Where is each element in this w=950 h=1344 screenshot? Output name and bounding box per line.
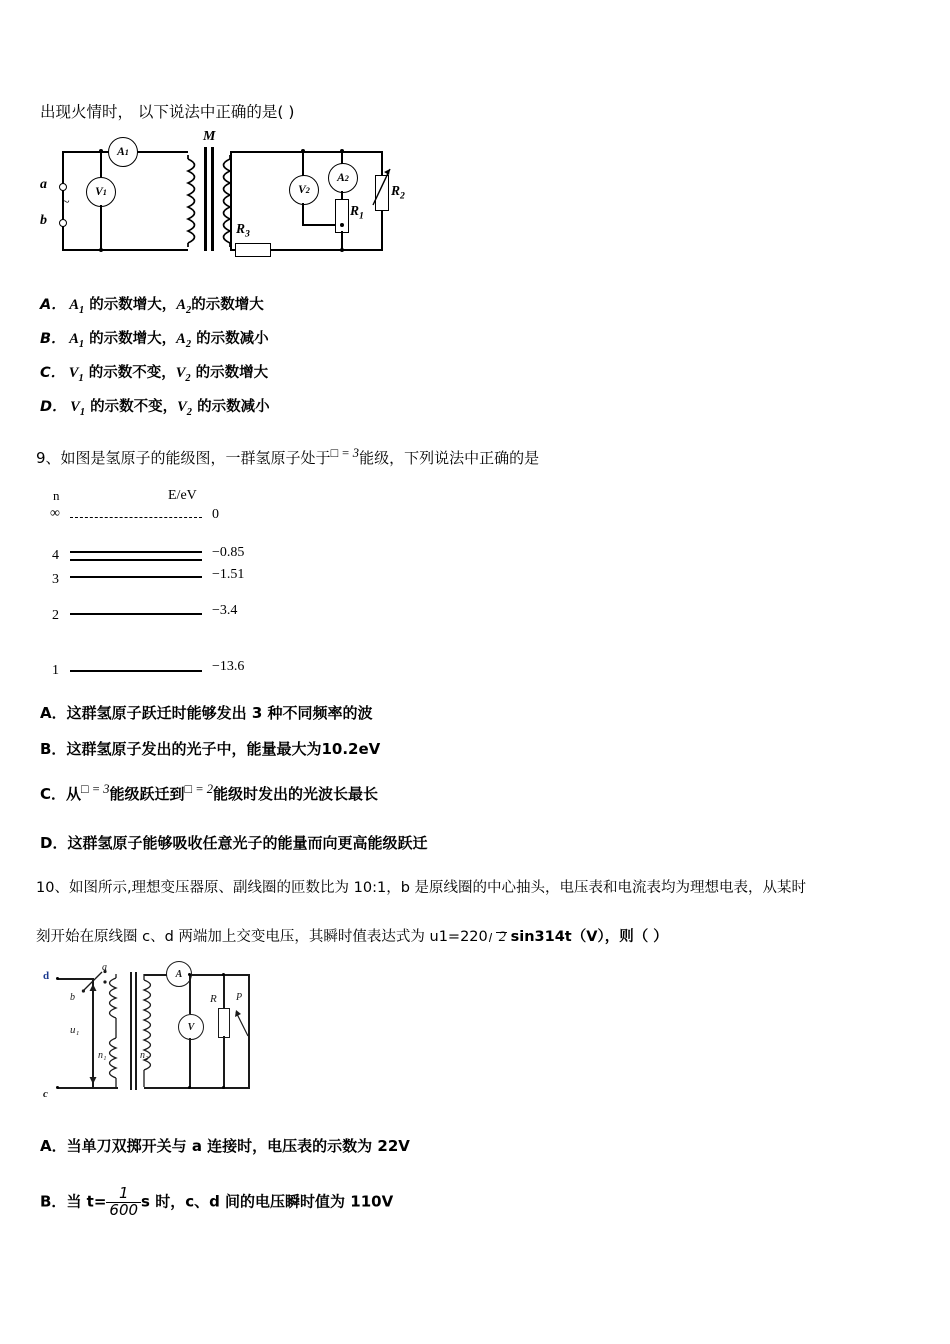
- wire: [302, 203, 304, 225]
- resistor-r3: [235, 243, 271, 257]
- terminal-a: [59, 183, 67, 191]
- secondary-winding: [138, 972, 162, 1092]
- voltmeter-v2-sub: 2: [305, 185, 310, 195]
- q8-option-a: A． $A_1$ 的示数增大，$A_2$的示数增大: [40, 297, 264, 316]
- q9-stem: 9、如图是氢原子的能级图，一群氢原子处于$^{□ = 3}$能级，下列说法中正确的是: [36, 446, 540, 467]
- wire: [100, 205, 102, 250]
- option-key: B．: [40, 1192, 67, 1211]
- level-energy-2: −3.4: [212, 603, 238, 618]
- resistor-r2-label: $R_2$: [391, 183, 405, 202]
- option-key: D．: [40, 399, 67, 415]
- slider-p-label: P: [236, 992, 243, 1003]
- junction-node: [340, 149, 344, 153]
- ac-source-symbol: ~: [62, 195, 70, 210]
- secondary-coil: [216, 155, 238, 247]
- q8-option-c: C． $V_1$ 的示数不变，$V_2$ 的示数增大: [40, 365, 269, 384]
- terminal-a-label: a: [40, 177, 47, 192]
- level-line-2: [70, 613, 202, 615]
- sqrt-2: 2: [488, 929, 506, 946]
- wire: [341, 191, 343, 199]
- level-label-4: 4: [52, 548, 59, 563]
- label-n2: n₂: [140, 1050, 149, 1061]
- junction-node: [188, 973, 191, 976]
- voltmeter-v1-sub: 1: [102, 187, 107, 197]
- wire: [223, 1036, 225, 1088]
- fraction-1-over-600: $\frac{1}{600}$: [106, 1186, 141, 1219]
- voltmeter-v1: [86, 177, 116, 207]
- level-label-2: 2: [52, 608, 59, 623]
- junction-node: [99, 248, 103, 252]
- level-line-inf: [70, 517, 202, 518]
- level-energy-3: −1.51: [212, 567, 245, 582]
- resistor-r1-label: $R_1$: [350, 203, 364, 222]
- voltmeter-v1-label: V: [95, 186, 103, 198]
- level-line-4b: [70, 559, 202, 561]
- ammeter-a-label: A: [175, 968, 183, 980]
- option-key: C．: [40, 365, 66, 381]
- q9-option-b: B．这群氢原子发出的光子中，能量最大为10.2eV: [40, 740, 381, 758]
- level-label-3: 3: [52, 572, 59, 587]
- level-energy-1: −13.6: [212, 659, 245, 674]
- resistor-r1: [335, 199, 349, 233]
- level-label-1: 1: [52, 663, 59, 678]
- q9-option-a: A．这群氢原子跃迁时能够发出 3 种不同频率的波: [40, 704, 373, 722]
- ammeter-a2-sub: 2: [344, 173, 349, 183]
- wire: [302, 151, 304, 176]
- wire: [230, 151, 232, 251]
- primary-winding: [100, 972, 128, 1092]
- q9-energy-level-figure: [40, 488, 290, 688]
- transformer-core: [130, 972, 132, 1090]
- level-line-1: [70, 670, 202, 672]
- junction-node: [222, 973, 225, 976]
- voltmeter-v: [178, 1014, 204, 1040]
- option-key: D．: [40, 834, 68, 852]
- q10-option-b: B．当 t= $\frac{1}{600}$ s 时，c、d 间的电压瞬时值为 110V: [40, 1184, 394, 1219]
- q9-option-d: D．这群氢原子能够吸收任意光子的能量而向更高能级跃迁: [40, 834, 428, 852]
- wire: [144, 974, 250, 976]
- q8-option-b: B． $A_1$ 的示数增大，$A_2$ 的示数减小: [40, 331, 269, 350]
- wire: [144, 1087, 250, 1089]
- label-n1: n₁: [98, 1050, 107, 1061]
- core-label-m: M: [203, 129, 216, 144]
- label-u1: u₁: [70, 1024, 80, 1036]
- q8-stem: 出现火情时， 以下说法中正确的是( ): [40, 103, 295, 121]
- voltmeter-v-label: V: [187, 1021, 195, 1033]
- wire: [223, 974, 225, 1008]
- q10-stem-line1: 10、如图所示,理想变压器原、副线圈的匝数比为 10:1，b 是原线圈的中心抽头，电压表和电流表均为理想电表，从某时: [36, 880, 807, 896]
- junction-node: [340, 223, 344, 227]
- ammeter-a1-sub: 1: [124, 147, 129, 157]
- junction-node: [188, 1086, 191, 1089]
- slider-p-arrow-icon[interactable]: [232, 1002, 254, 1042]
- level-label-inf: ∞: [50, 506, 60, 521]
- wire: [189, 1038, 191, 1088]
- wire: [62, 249, 188, 251]
- tap-b-label: b: [70, 992, 75, 1003]
- ammeter-a2-label: A: [337, 172, 345, 184]
- ammeter-a1: [108, 137, 138, 167]
- q9-number: 9、: [36, 449, 61, 467]
- option-key: A．: [40, 704, 67, 722]
- resistor-r3-label: $R_3$: [236, 221, 250, 240]
- primary-coil: [180, 155, 202, 247]
- terminal-b-label: b: [40, 213, 47, 228]
- q10-number: 10、: [36, 880, 69, 896]
- axis-label-n: n: [53, 488, 60, 503]
- terminal-b: [59, 219, 67, 227]
- option-c-formula-2: □ = 2: [184, 782, 214, 796]
- level-line-3: [70, 576, 202, 578]
- transformer-core: [211, 147, 214, 251]
- level-energy-4: −0.85: [212, 545, 245, 560]
- q8-circuit-figure: [40, 129, 420, 265]
- axis-label-energy: E/eV: [168, 488, 197, 503]
- option-key: A．: [40, 297, 66, 313]
- junction-node: [222, 1086, 225, 1089]
- resistor-r: [218, 1008, 230, 1038]
- ammeter-a1-label: A: [117, 146, 125, 158]
- level-energy-inf: 0: [212, 507, 219, 522]
- q8-option-d: D． $V_1$ 的示数不变，$V_2$ 的示数减小: [40, 399, 270, 418]
- voltmeter-v2-label: V: [298, 184, 306, 196]
- option-key: B．: [40, 331, 66, 347]
- q10-stem-line2: 刻开始在原线圈 c、d 两端加上交变电压，其瞬时值表达式为 u1=220 2 sin314t（V），则（ ）: [36, 929, 668, 945]
- transformer-core: [135, 972, 137, 1090]
- junction-node: [99, 149, 103, 153]
- level-line-4: [70, 551, 202, 553]
- ammeter-a2: [328, 163, 358, 193]
- resistor-r-label: R: [210, 993, 217, 1005]
- option-key: A．: [40, 1137, 67, 1155]
- wire: [189, 974, 191, 1014]
- transformer-core: [204, 147, 207, 251]
- q10-option-a: A．当单刀双掷开关与 a 连接时，电压表的示数为 22V: [40, 1137, 410, 1155]
- tap-a-label: a: [102, 962, 107, 973]
- terminal-d-label: d: [43, 970, 50, 982]
- q9-stem-formula: □ = 3: [330, 446, 360, 460]
- option-key: B．: [40, 740, 67, 758]
- option-c-formula-1: □ = 3: [81, 782, 110, 796]
- option-key: C．: [40, 785, 67, 803]
- wire: [230, 151, 382, 153]
- terminal-c-label: c: [43, 1088, 48, 1100]
- junction-node: [301, 149, 305, 153]
- q10-circuit-figure: [40, 960, 280, 1110]
- q9-option-c: C．从$^{□ = 3}$能级跃迁到$^{□ = 2}$能级时发出的光波长最长: [40, 782, 379, 803]
- voltmeter-v2: [289, 175, 319, 205]
- wire: [100, 151, 102, 177]
- junction-node: [340, 248, 344, 252]
